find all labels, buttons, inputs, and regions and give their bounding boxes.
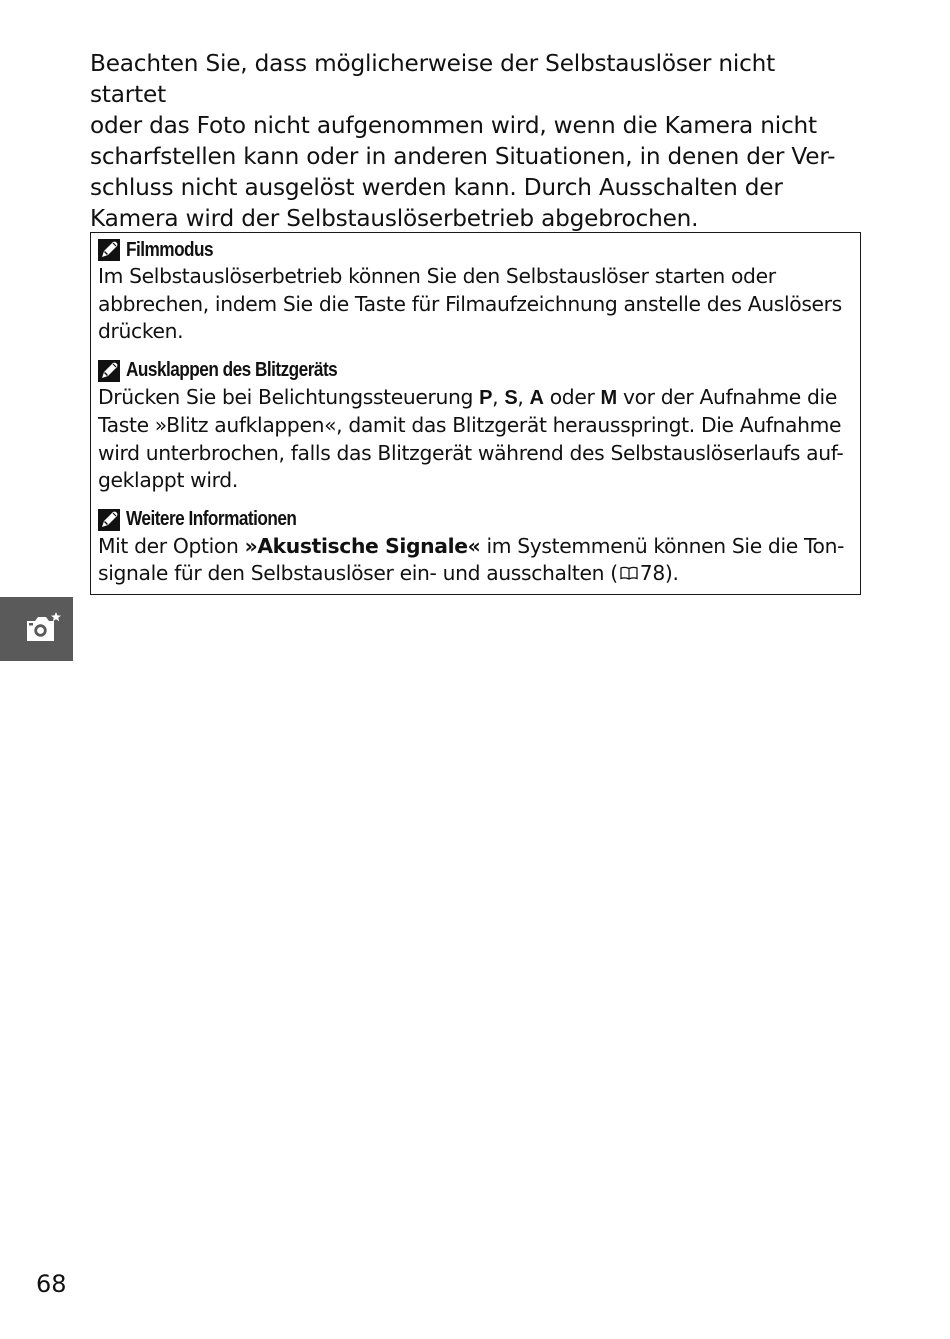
note-line: geklappt wird. bbox=[98, 468, 238, 492]
book-reference-icon bbox=[619, 565, 639, 581]
note-text: im Systemmenü können Sie die Ton- bbox=[480, 533, 845, 558]
note-text: , bbox=[517, 384, 530, 409]
intro-line: scharfstellen kann oder in anderen Situationen, in denen der Ver- bbox=[90, 143, 836, 170]
note-text: Drücken Sie bei Belichtungssteuerung bbox=[98, 384, 480, 409]
note-line: Taste »Blitz aufklappen«, damit das Blitzgerät herausspringt. Die Aufnahme bbox=[98, 413, 842, 437]
note-text: oder bbox=[543, 384, 601, 409]
intro-line: Kamera wird der Selbstauslöserbetrieb abgebrochen. bbox=[90, 205, 699, 232]
note-text: ). bbox=[664, 561, 679, 585]
note-text: signale für den Selbstauslöser ein- und ausschalten ( bbox=[98, 561, 618, 585]
camera-shooting-icon bbox=[24, 611, 64, 647]
chapter-tab[interactable] bbox=[0, 597, 73, 661]
note-title: Ausklappen des Blitzgeräts bbox=[126, 359, 338, 381]
mode-m: M bbox=[600, 386, 617, 409]
note-line: wird unterbrochen, falls das Blitzgerät während des Selbstauslöserlaufs auf- bbox=[98, 440, 844, 465]
intro-line: schluss nicht ausgelöst werden kann. Durch Ausschalten der bbox=[90, 174, 783, 201]
note-header bbox=[98, 358, 854, 384]
pencil-note-icon bbox=[98, 509, 120, 531]
note-text: vor der Aufnahme die bbox=[616, 384, 837, 409]
note-line: drücken. bbox=[98, 319, 184, 343]
note-title: Weitere Informationen bbox=[126, 508, 297, 530]
note-text: , bbox=[492, 384, 505, 409]
pencil-note-icon bbox=[98, 239, 120, 261]
note-more-info bbox=[98, 507, 854, 588]
note-filmmodus bbox=[98, 237, 854, 346]
intro-line: Beachten Sie, dass möglicherweise der Selbstauslöser nicht startet bbox=[90, 50, 776, 108]
note-header bbox=[98, 507, 854, 533]
note-line: Im Selbstauslöserbetrieb können Sie den Selbstauslöser starten oder bbox=[98, 264, 776, 288]
mode-a: A bbox=[529, 386, 544, 409]
mode-p: P bbox=[479, 386, 493, 409]
note-body bbox=[98, 263, 854, 346]
note-title: Filmmodus bbox=[126, 238, 214, 261]
note-body bbox=[98, 384, 854, 495]
page-number: 68 bbox=[36, 1270, 67, 1298]
menu-option-name: »Akustische Signale« bbox=[244, 533, 481, 558]
mode-s: S bbox=[504, 386, 518, 409]
page-reference[interactable]: 78 bbox=[639, 561, 665, 585]
intro-paragraph bbox=[90, 48, 850, 234]
note-flash bbox=[98, 358, 854, 495]
note-body bbox=[98, 533, 854, 588]
note-line: abbrechen, indem Sie die Taste für Filmaufzeichnung anstelle des Auslösers bbox=[98, 291, 842, 316]
notes-box bbox=[90, 232, 861, 595]
note-text: Mit der Option bbox=[98, 533, 245, 558]
note-header bbox=[98, 237, 854, 263]
intro-line: oder das Foto nicht aufgenommen wird, wenn die Kamera nicht bbox=[90, 112, 817, 139]
pencil-note-icon bbox=[98, 360, 120, 382]
